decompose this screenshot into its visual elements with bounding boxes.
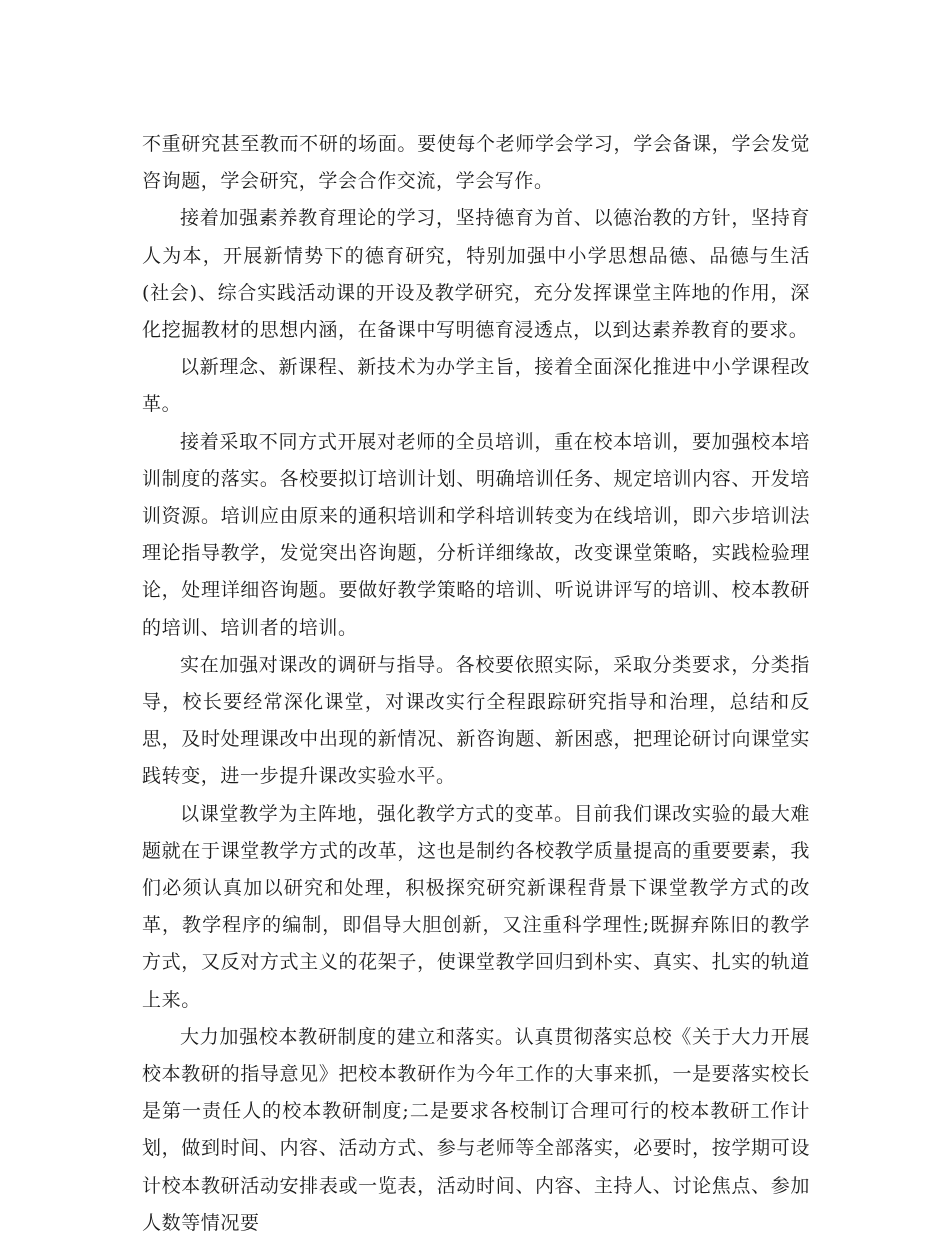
paragraph: 以新理念、新课程、新技术为办学主旨，接着全面深化推进中小学课程改革。 <box>142 356 810 416</box>
paragraph: 大力加强校本教研制度的建立和落实。认真贯彻落实总校《关于大力开展校本教研的指导意见》把校本教研作为今年工作的大事来抓，一是要落实校长是第一责任人的校本教研制度;二是要求各校制订合理可行的校本教研工作计划，做到时间、内容、活动方式、参与老师等全部落实，必要时，按学期可设计校本教研活动安排表或一览表，活动时间、内容、主持人、讨论焦点、参加人数等情况要 <box>142 1025 810 1234</box>
paragraph: 实在加强对课改的调研与指导。各校要依照实际，采取分类要求，分类指导，校长要经常深化课堂，对课改实行全程跟踪研究指导和治理，总结和反思，及时处理课改中出现的新情况、新咨询题、新困惑，把理论研讨向课堂实践转变，进一步提升课改实验水平。 <box>142 653 810 788</box>
paragraph: 以课堂教学为主阵地，强化教学方式的变革。目前我们课改实验的最大难题就在于课堂教学方式的改革，这也是制约各校教学质量提高的重要要素，我们必须认真加以研究和处理，积极探究研究新课程背景下课堂教学方式的改革，教学程序的编制，即倡导大胆创新，又注重科学理性;既摒弃陈旧的教学方式，又反对方式主义的花架子，使课堂教学回归到朴实、真实、扎实的轨道上来。 <box>142 802 810 1011</box>
paragraph: 接着加强素养教育理论的学习，坚持德育为首、以德治教的方针，坚持育人为本，开展新情势下的德育研究，特别加强中小学思想品德、品德与生活(社会)、综合实践活动课的开设及教学研究，充分发挥课堂主阵地的作用，深化挖掘教材的思想内涵，在备课中写明德育浸透点，以到达素养教育的要求。 <box>142 207 810 342</box>
paragraph: 不重研究甚至教而不研的场面。要使每个老师学会学习，学会备课，学会发觉咨询题，学会研究，学会合作交流，学会写作。 <box>142 133 810 193</box>
paragraph: 接着采取不同方式开展对老师的全员培训，重在校本培训，要加强校本培训制度的落实。各校要拟订培训计划、明确培训任务、规定培训内容、开发培训资源。培训应由原来的通积培训和学科培训转变为在线培训，即六步培训法理论指导教学，发觉突出咨询题，分析详细缘故，改变课堂策略，实践检验理论，处理详细咨询题。要做好教学策略的培训、听说讲评写的培训、校本教研的培训、培训者的培训。 <box>142 430 810 639</box>
document-body <box>142 126 810 1242</box>
